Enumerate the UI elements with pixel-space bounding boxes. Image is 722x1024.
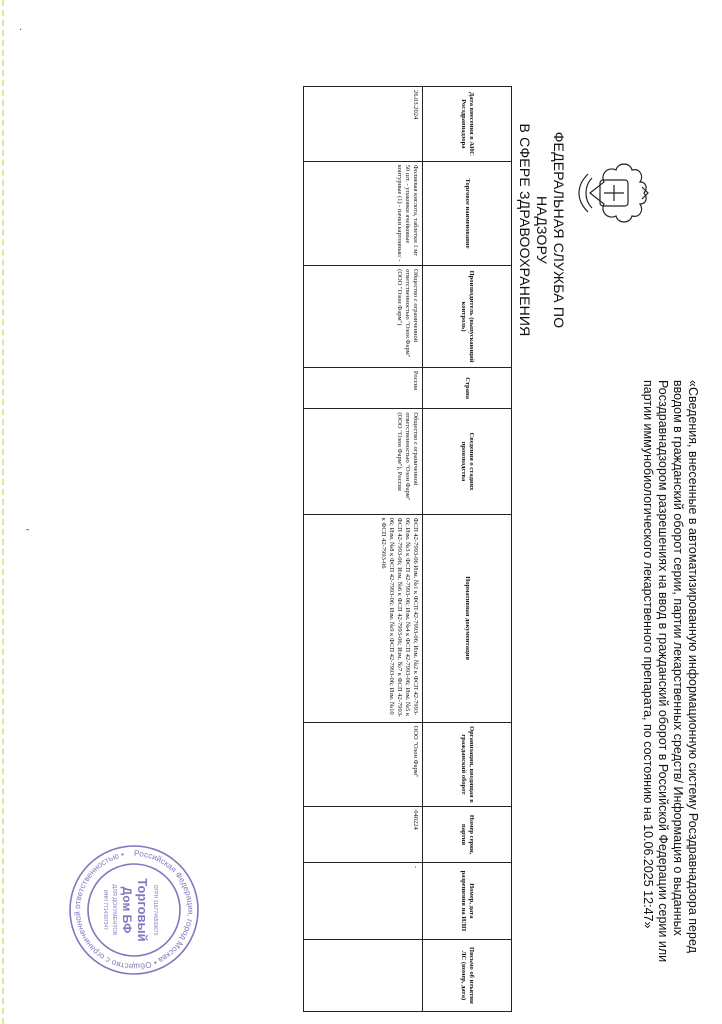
scan-speck: . (17, 28, 28, 31)
col-header-date: Дата внесения в АИС Росздравнадзора (423, 87, 512, 162)
stamp-line-3: ДЛЯ ДОКУМЕНТОВ (111, 884, 117, 936)
cell-country: Россия (304, 367, 423, 408)
company-seal-stamp (66, 842, 202, 978)
page-edge-mark (0, 0, 4, 1024)
cell-organization: ООО "Озон Фарм" (304, 722, 423, 807)
cell-permit: - (304, 862, 423, 939)
roszdravnadzor-emblem-icon (574, 158, 650, 228)
col-header-withdrawal: Письмо об изъятии ЛС (номер, дата) (423, 939, 512, 1011)
col-header-organization: Организация, вводящая в гражданский оборот (423, 722, 512, 807)
col-header-permit: Номер, дата разрешения на ИЛП (423, 862, 512, 939)
stamp-line-1: Торговый (135, 878, 150, 942)
table-header-row (423, 87, 512, 1012)
table-row (304, 87, 423, 1012)
cell-normative-docs: ФСП 42-7993-06 Изм. №1 к ФСП 42-7993-06; Изм. №2 к ФСП 42-7993-06; Изм. №3 к ФСП 42-7993-06; Изм. №4 к ФСП 42-7993-06; Изм. №5 к ФСП 42-7993-06; Изм. №6 к ФСП 42-7993-06; Изм. №7 к ФСП 42-7993-06; Изм. №8 к ФСП 42-7993-06; Изм. №9 к ФСП 42-7993-06; Изм. №10 к ФСП 42-7993-06 (304, 514, 423, 722)
cell-date: 26.03.2024 (304, 87, 423, 162)
col-header-batch: Номер серии, партии (423, 807, 512, 863)
stamp-line-4: ОГРН 1167746509670 (152, 884, 158, 936)
cell-withdrawal (304, 939, 423, 1011)
cell-trade-name: Фолиевая кислота, таблетки 1 мг 50 шт. - упаковки ячейковые контурные (1) - пачки картонные/ - (304, 161, 423, 265)
scan-tick: ‘ (19, 528, 30, 532)
col-header-manufacturer: Производитель (выпускающий контроль) (423, 266, 512, 368)
col-header-country: Страна (423, 367, 512, 408)
stamp-line-5: ИНН 7714397347 (102, 889, 108, 931)
stamp-ring-text: Российская Федерация, город Москва • Общество с ограниченной ответственностью • (72, 848, 196, 972)
agency-line-1: ФЕДЕРАЛЬНАЯ СЛУЖБА ПО НАДЗОРУ (534, 131, 567, 329)
col-header-trade-name: Торговое наименование (423, 161, 512, 265)
cell-stages: Общество с ограниченной ответственностью "Озон Фарм" (ООО "Озон Фарм"), Россия (304, 409, 423, 514)
col-header-normative-docs: Нормативная документация (423, 514, 512, 722)
agency-name (516, 100, 567, 360)
document-title: «Сведения, внесенные в автоматизированную информационную систему Росздравнадзора перед вводом в гражданский оборот серии, партии лекарственных средств/ Информация о выданных Росздравнадзором разрешениях на ввод в гражданский оборот в Российской Федерации серии или партии иммунобиологического лекарственного препарата, по состоянию на 10.06.2025 12:47» (641, 380, 700, 963)
stamp-line-2: Дом БФ (120, 886, 134, 934)
svg-text:Российская Федерация, город Мо (73, 849, 195, 971)
cell-batch: 040224 (304, 807, 423, 863)
agency-line-2: В СФЕРЕ ЗДРАВООХРАНЕНИЯ (517, 123, 533, 337)
cell-manufacturer: Общество с ограниченной ответственностью "Озон Фарм" (ООО "Озон Фарм") (304, 266, 423, 368)
col-header-stages: Сведения о стадиях производства (423, 409, 512, 514)
registry-table (303, 86, 512, 1012)
